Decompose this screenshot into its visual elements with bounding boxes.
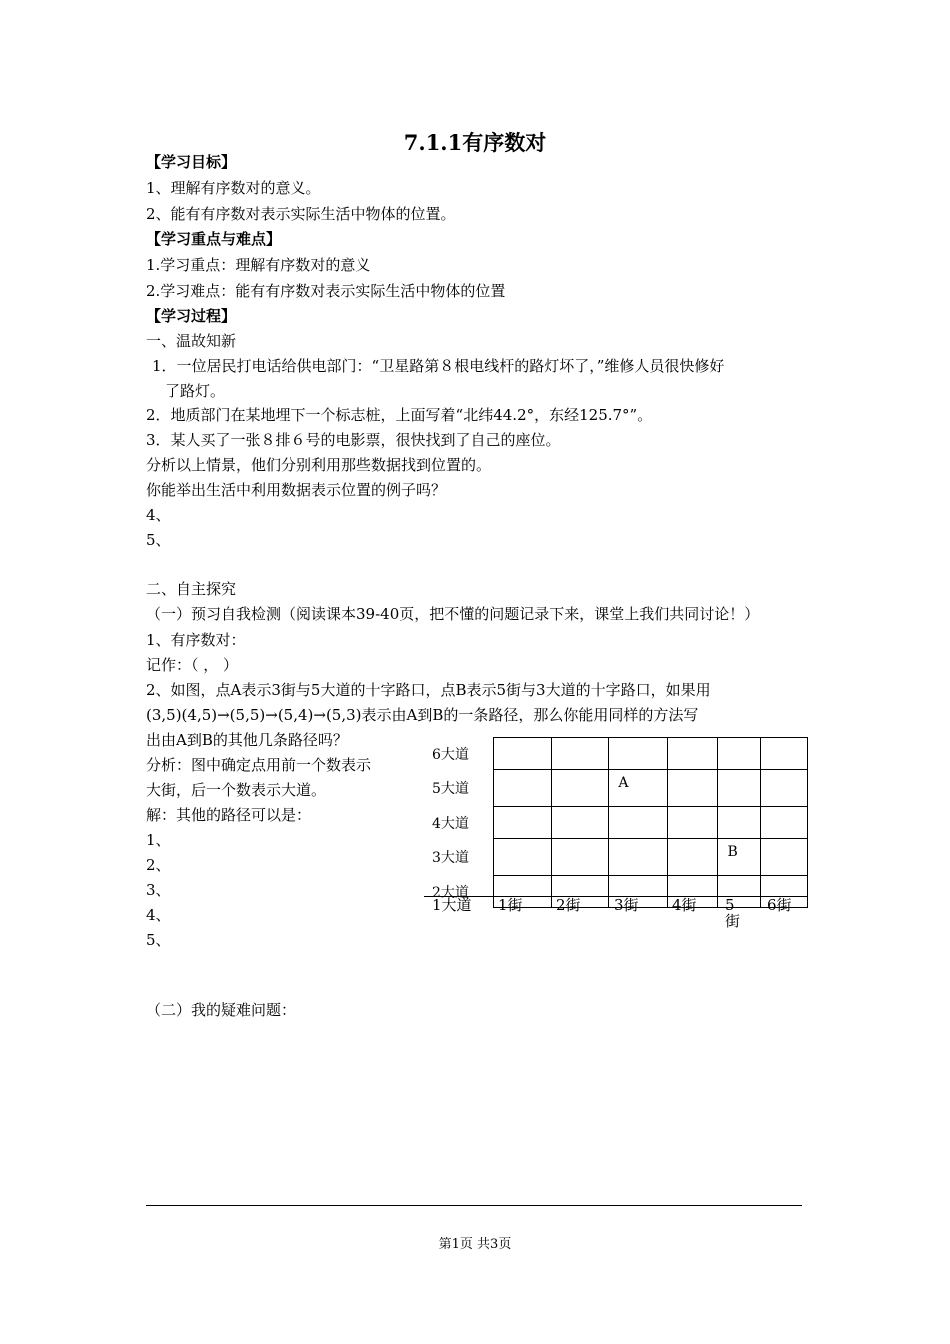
review-q2: 2．地质部门在某地埋下一个标志桩，上面写着“北纬44.2°，东经125.7°”。	[146, 406, 653, 424]
axis-label-street-5-char: 街	[725, 912, 741, 930]
difficulty-questions-title: （二）我的疑难问题：	[146, 1001, 297, 1019]
review-ask: 你能举出生活中利用数据表示位置的例子吗？	[146, 481, 447, 499]
row-label-5: 5大道	[432, 781, 469, 797]
point-a: A	[609, 770, 667, 807]
ordered-pair-definition: 1、有序数对：	[146, 631, 246, 649]
row-label-6: 6大道	[432, 746, 469, 763]
review-blank-5: 5、	[146, 531, 171, 549]
axis-label-street-3: 3街	[614, 896, 639, 914]
goal-item-1: 1、理解有序数对的意义。	[146, 179, 321, 197]
preview-check-title: （一）预习自我检测（阅读课本39-40页，把不懂的问题记录下来，课堂上我们共同讨论！）	[146, 605, 760, 623]
review-q1-line2: 了路灯。	[165, 382, 226, 400]
answer-line-3: 3、	[146, 881, 171, 899]
answer-line-4: 4、	[146, 906, 171, 924]
answer-line-5: 5、	[146, 931, 171, 949]
part2-title: 二、自主探究	[146, 580, 237, 598]
axis-label-street-1: 1街	[498, 896, 523, 914]
review-q3: 3．某人买了一张８排６号的电影票，很快找到了自己的座位。	[146, 431, 561, 449]
question2-line3: 出由A到B的其他几条路径吗？	[146, 731, 348, 749]
review-q1-line1: 1．一位居民打电话给供电部门：“卫星路第８根电线杆的路灯坏了，”维修人员很快修好	[152, 357, 725, 375]
answer-line-1: 1、	[146, 831, 171, 849]
question2-line2: (3,5)(4,5)→(5,5)→(5,4)→(5,3)表示由A到B的一条路径，那么你能用同样的方法写	[146, 706, 699, 724]
solution-label: 解：其他的路径可以是：	[146, 806, 312, 824]
page-number: 第1页 共3页	[438, 1237, 512, 1252]
row-label-4: 4大道	[432, 815, 469, 832]
process-heading: 【学习过程】	[146, 307, 237, 325]
row-label-2: 2大道	[432, 884, 469, 901]
notation-line: 记作：（ ， ）	[146, 656, 239, 674]
axis-label-street-2: 2街	[556, 896, 581, 914]
axis-label-1-avenue: 1大道	[432, 896, 472, 914]
axis-label-street-4: 4街	[672, 896, 697, 914]
goals-heading: 【学习目标】	[146, 153, 237, 171]
page-title: 7.1.1有序数对	[403, 130, 547, 155]
keypoints-heading: 【学习重点与难点】	[146, 230, 282, 248]
part1-title: 一、温故知新	[146, 332, 237, 350]
street-grid	[424, 737, 808, 901]
goal-item-2: 2、能有有序数对表示实际生活中物体的位置。	[146, 205, 456, 223]
keypoint-item-1: 1.学习重点：理解有序数对的意义	[146, 256, 371, 274]
question2-line1: 2、如图，点A表示3街与5大道的十字路口，点B表示5街与3大道的十字路口，如果用	[146, 681, 711, 699]
analysis-line2: 大街，后一个数表示大道。	[146, 781, 327, 799]
axis-label-street-5-number: 5	[725, 896, 735, 914]
analysis-line1: 分析：图中确定点用前一个数表示	[146, 756, 372, 774]
review-blank-4: 4、	[146, 506, 171, 524]
keypoint-item-2: 2.学习难点：能有有序数对表示实际生活中物体的位置	[146, 282, 506, 300]
axis-label-street-6: 6街	[767, 896, 792, 914]
review-analysis: 分析以上情景，他们分别利用那些数据找到位置的。	[146, 456, 492, 474]
answer-line-2: 2、	[146, 856, 171, 874]
grid-bottom-axis	[424, 896, 808, 933]
point-b: B	[718, 839, 761, 876]
row-label-3: 3大道	[432, 850, 469, 866]
footer-divider	[146, 1205, 802, 1206]
